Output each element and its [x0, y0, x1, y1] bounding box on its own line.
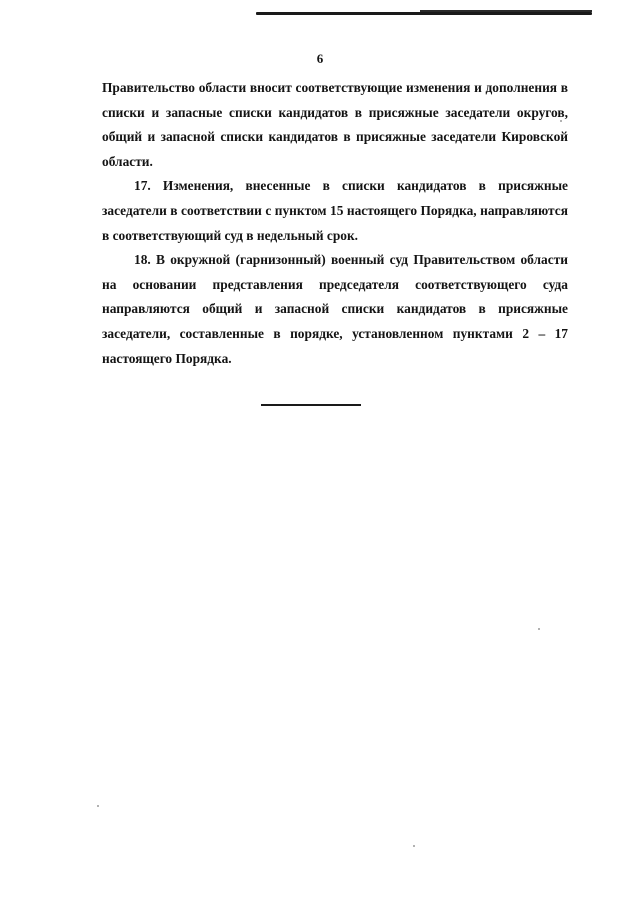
scan-speck	[413, 845, 415, 847]
document-body	[102, 76, 568, 371]
page-number: 6	[316, 51, 324, 66]
paragraph-item-17: 17. Изменения, внесенные в списки кандидатов в присяжные заседатели в соответствии с пунктом 15 настоящего Порядка, направляются в соответствующий суд в недельный срок.	[102, 178, 568, 243]
paragraph-item-18: 18. В окружной (гарнизонный) военный суд Правительством области на основании представления председателя соответствующего суда направляются общий и запасной списки кандидатов в присяжные заседатели, составленные в порядке, установленном пунктами 2 – 17 настоящего Порядка.	[102, 252, 568, 366]
paragraph-continuation: Правительство области вносит соответствующие изменения и дополнения в списки и запасные списки кандидатов в присяжные заседатели округов, общий и запасной списки кандидатов в присяжные заседатели Кировской области.	[102, 80, 568, 169]
scan-speck	[538, 628, 540, 630]
scan-speck	[560, 120, 562, 122]
scan-edge-line-secondary	[420, 10, 592, 12]
end-of-text-rule	[261, 404, 361, 406]
scan-speck	[97, 805, 99, 807]
scan-edge-line	[256, 12, 592, 15]
